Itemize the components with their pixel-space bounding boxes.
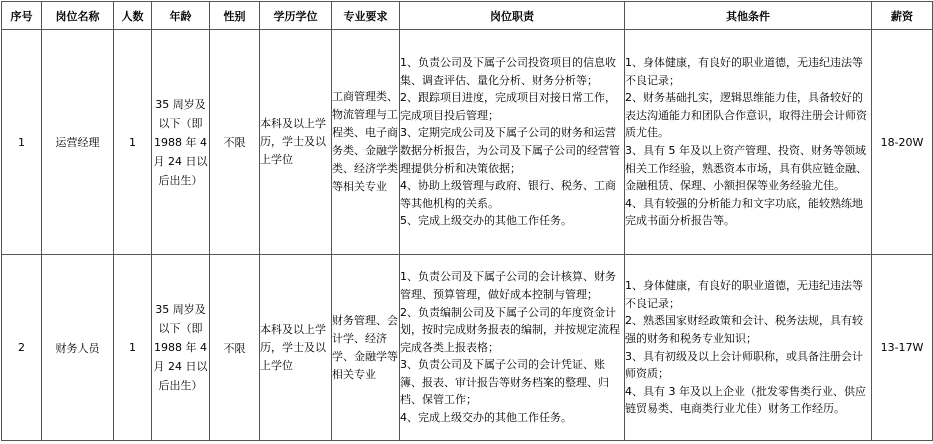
row-index: 1 — [2, 30, 42, 255]
salary: 18-20W — [872, 30, 933, 255]
education-requirement: 本科及以上学历，学士及以上学位 — [260, 30, 332, 255]
age-requirement: 35 周岁及以下（即 1988 年 4 月 24 日以后出生） — [152, 30, 210, 255]
header-gender: 性别 — [210, 2, 260, 30]
header-position: 岗位名称 — [42, 2, 114, 30]
header-index: 序号 — [2, 2, 42, 30]
position-name: 财务人员 — [42, 255, 114, 441]
header-salary: 薪资 — [872, 2, 933, 30]
header-row — [2, 2, 933, 30]
table-row — [2, 30, 933, 255]
header-count: 人数 — [114, 2, 152, 30]
education-requirement: 本科及以上学历，学士及以上学位 — [260, 255, 332, 441]
gender-requirement: 不限 — [210, 30, 260, 255]
recruitment-table — [1, 1, 933, 441]
header-age: 年龄 — [152, 2, 210, 30]
job-duties: 1、负责公司及下属子公司投资项目的信息收集、调查评估、量化分析、财务分析等； 2、跟踪项目进度，完成项目对接日常工作，完成项目投后管理； 3、定期完成公司及下属子公司的财务和运营数据分析报告，为公司及下属子公司的经营管理提供分析和决策依据； 4、协助上级管理与政府、银行、税务、工商等其他机构的关系。 5、完成上级交办的其他工作任务。 — [400, 30, 625, 255]
major-requirement: 财务管理、会计学、经济学、金融学等相关专业 — [332, 255, 400, 441]
age-requirement: 35 周岁及以下（即 1988 年 4 月 24 日以后出生） — [152, 255, 210, 441]
table-body — [2, 30, 933, 441]
header-major: 专业要求 — [332, 2, 400, 30]
headcount: 1 — [114, 255, 152, 441]
header-duties: 岗位职责 — [400, 2, 625, 30]
position-name: 运营经理 — [42, 30, 114, 255]
table-row — [2, 255, 933, 441]
major-requirement: 工商管理类、物流管理与工程类、电子商务类、金融学类、经济学类等相关专业 — [332, 30, 400, 255]
header-education: 学历学位 — [260, 2, 332, 30]
headcount: 1 — [114, 30, 152, 255]
other-requirements: 1、身体健康，有良好的职业道德，无违纪违法等不良记录； 2、熟悉国家财经政策和会计、税务法规，具有较强的财务和税务专业知识； 3、具有初级及以上会计师职称，或具备注册会计师资质； 4、具有 3 年及以上企业（批发零售类行业、供应链贸易类、电商类行业尤佳）财务工作经历。 — [625, 255, 872, 441]
other-requirements: 1、身体健康，有良好的职业道德，无违纪违法等不良记录； 2、财务基础扎实，逻辑思维能力佳，具备较好的表达沟通能力和团队合作意识，取得注册会计师资质尤佳。 3、具有 5 年及以上资产管理、投资、财务等领域相关工作经验，熟悉资本市场，具有供应链金融、金融租赁、保理、小额担保等业务经验尤佳。 4、具有较强的分析能力和文字功底，能较熟练地完成书面分析报告等。 — [625, 30, 872, 255]
row-index: 2 — [2, 255, 42, 441]
table-header — [2, 2, 933, 30]
job-duties: 1、负责公司及下属子公司的会计核算、财务管理、预算管理，做好成本控制与管理； 2、负责编制公司及下属子公司的年度资金计划，按时完成财务报表的编制，并按规定流程完成各类上报表格； 3、负责公司及下属子公司的会计凭证、账簿、报表、审计报告等财务档案的整理、归档、保管工作； 4、完成上级交办的其他工作任务。 — [400, 255, 625, 441]
gender-requirement: 不限 — [210, 255, 260, 441]
header-requirements: 其他条件 — [625, 2, 872, 30]
salary: 13-17W — [872, 255, 933, 441]
